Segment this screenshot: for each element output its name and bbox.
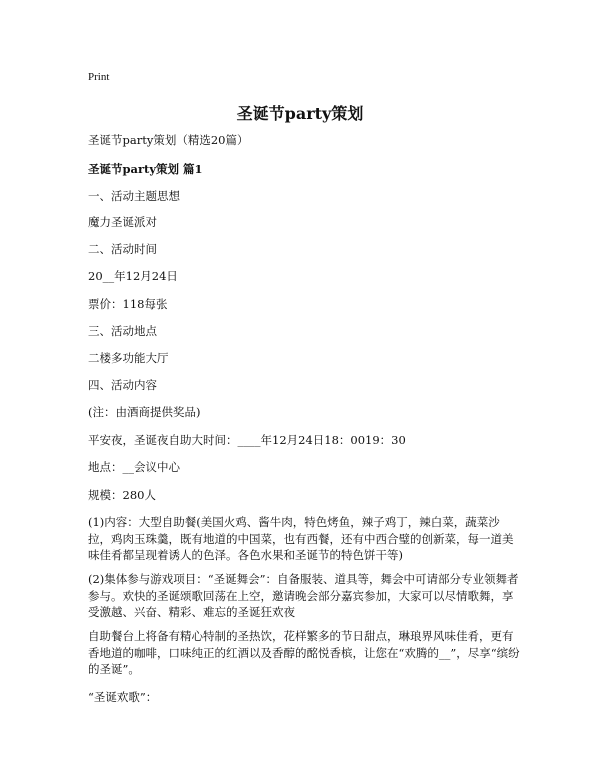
print-label: Print (88, 71, 110, 83)
text-line: 一、活动主题思想 (88, 189, 180, 203)
text-line: 四、活动内容 (88, 378, 157, 392)
document-title: 圣诞节party策划 (236, 104, 364, 123)
document-subtitle: 圣诞节party策划（精选20篇） (88, 133, 249, 147)
paragraph: (2)集体参与游戏项目：“圣诞舞会”：自备服装、道具等，舞会中可请部分专业领舞者参与。欢快的圣诞颂歌回荡在上空，邀请晚会部分嘉宾参加，大家可以尽情歌舞，享受激越、兴奋、精彩、难忘的圣诞狂欢夜 (88, 572, 519, 619)
text-line: 二楼多功能大厅 (88, 351, 169, 365)
text-line: 地点：__会议中心 (88, 460, 180, 474)
text-line: 规模：280人 (88, 488, 156, 502)
text-line: 20__年12月24日 (88, 269, 178, 283)
text-line: 三、活动地点 (88, 324, 157, 338)
text-line: 魔力圣诞派对 (88, 215, 157, 229)
paragraph: (1)内容：大型自助餐(美国火鸡、酱牛肉，特色烤鱼，辣子鸡丁，辣白菜，蔬菜沙拉，鸡肉玉珠羹，既有地道的中国菜，也有西餐，还有中西合璧的创新菜，每一道美味佳肴都呈现着诱人的色泽。各色水果和圣诞节的特色饼干等) (88, 515, 514, 562)
paragraph: 自助餐台上将备有精心特制的圣热饮，花样繁多的节日甜点，琳琅界风味佳肴，更有香地道的咖啡，口味纯正的红酒以及香醇的酩悦香槟，让您在“欢腾的__”，尽享“缤纷的圣诞”。 (88, 629, 520, 676)
text-line: “圣诞欢歌”： (88, 690, 158, 704)
text-line: (注：由酒商提供奖品) (88, 405, 201, 419)
text-line: 二、活动时间 (88, 242, 157, 256)
text-line: 票价：118每张 (88, 297, 168, 311)
section-heading: 圣诞节party策划 篇1 (88, 162, 203, 176)
text-line: 平安夜，圣诞夜自助大时间：____年12月24日18：0019：30 (88, 433, 406, 447)
